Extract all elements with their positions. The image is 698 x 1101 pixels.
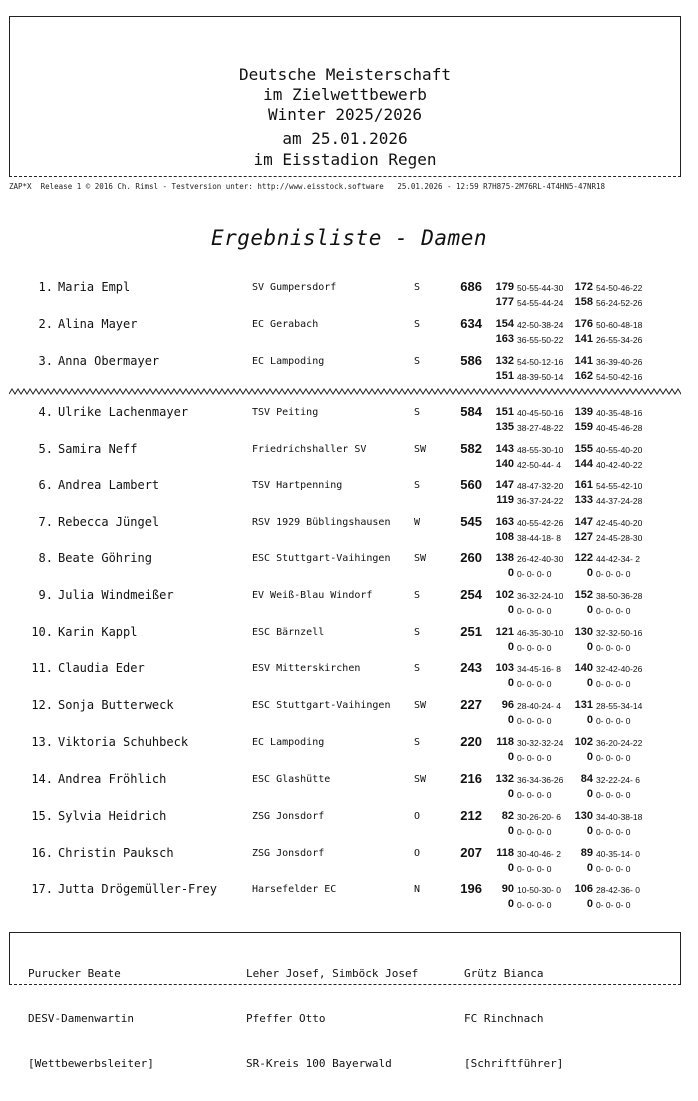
club-name: Harsefelder EC — [252, 884, 337, 895]
class-code: S — [414, 590, 421, 601]
game1-detail: 40-55-42-26 — [517, 518, 564, 528]
athlete-name: Beate Göhring — [58, 551, 152, 565]
club-name: TSV Hartpenning — [252, 480, 343, 491]
game3-detail: 38-27-48-22 — [517, 423, 564, 433]
result-row — [0, 281, 698, 317]
class-code: S — [414, 663, 421, 674]
athlete-name: Sylvia Heidrich — [58, 809, 167, 823]
game4-score: 127 — [574, 531, 593, 543]
athlete-name: Samira Neff — [58, 442, 138, 456]
game3-detail: 36-37-24-22 — [517, 496, 564, 506]
class-code: S — [414, 282, 421, 293]
rank-cell: 5. — [38, 442, 53, 456]
game1-score: 132 — [495, 355, 514, 367]
footer-col2-line: SR-Kreis 100 Bayerwald — [246, 1057, 392, 1070]
game2-score: 140 — [574, 662, 593, 674]
title-line-4: am 25.01.2026 — [282, 129, 408, 148]
total-score: 686 — [460, 279, 482, 294]
game1-detail: 10-50-30- 0 — [517, 885, 561, 895]
footer-col-1 — [28, 936, 154, 1101]
class-code: SW — [414, 774, 427, 785]
club-name: RSV 1929 Büblingshausen — [252, 517, 391, 528]
game4-score: 0 — [586, 677, 593, 689]
game1-score: 118 — [496, 847, 514, 859]
rank-cell: 6. — [38, 478, 53, 492]
rank-cell: 14. — [31, 772, 53, 786]
game2-detail: 32-32-50-16 — [596, 628, 643, 638]
game3-detail: 0- 0- 0- 0 — [517, 753, 552, 763]
game1-score: 151 — [495, 406, 514, 418]
class-code: SW — [414, 553, 427, 564]
game4-detail: 54-50-42-16 — [596, 372, 643, 382]
rank-cell: 11. — [31, 661, 53, 675]
club-name: Friedrichshaller SV — [252, 444, 367, 455]
game3-score: 135 — [495, 421, 514, 433]
club-name: ESC Stuttgart-Vaihingen — [252, 700, 391, 711]
total-score: 207 — [460, 845, 482, 860]
game1-detail: 48-47-32-20 — [517, 481, 564, 491]
game2-detail: 40-35-48-16 — [596, 408, 643, 418]
game4-score: 162 — [574, 370, 593, 382]
rank-cell: 1. — [38, 280, 53, 294]
game4-detail: 0- 0- 0- 0 — [596, 606, 631, 616]
athlete-name: Ulrike Lachenmayer — [58, 405, 189, 419]
game1-score: 179 — [495, 281, 514, 293]
game3-detail: 0- 0- 0- 0 — [517, 827, 552, 837]
game2-detail: 54-55-42-10 — [596, 481, 643, 491]
game4-detail: 40-45-46-28 — [596, 423, 643, 433]
total-score: 220 — [460, 734, 482, 749]
club-name: ESC Bärnzell — [252, 627, 325, 638]
game3-score: 0 — [507, 751, 514, 763]
game1-score: 118 — [496, 736, 514, 748]
rank-cell: 17. — [31, 882, 53, 896]
game4-detail: 0- 0- 0- 0 — [596, 716, 631, 726]
athlete-name: Viktoria Schuhbeck — [58, 735, 189, 749]
game3-score: 0 — [507, 641, 514, 653]
rank-cell: 8. — [38, 551, 53, 565]
rank-cell: 16. — [31, 846, 53, 860]
class-code: W — [414, 517, 421, 528]
club-name: SV Gumpersdorf — [252, 282, 337, 293]
game3-score: 0 — [507, 604, 514, 616]
result-row — [0, 699, 698, 735]
athlete-name: Julia Windmeißer — [58, 588, 174, 602]
game2-score: 147 — [574, 516, 593, 528]
footer-divider — [9, 984, 681, 985]
game3-score: 0 — [507, 898, 514, 910]
class-code: S — [414, 407, 421, 418]
game1-score: 143 — [495, 443, 514, 455]
club-name: TSV Peiting — [252, 407, 319, 418]
game1-score: 163 — [495, 516, 514, 528]
footer-box — [9, 932, 681, 1070]
game3-score: 163 — [495, 333, 514, 345]
total-score: 254 — [460, 587, 482, 602]
game4-score: 0 — [586, 751, 593, 763]
rank-cell: 10. — [31, 625, 53, 639]
game4-detail: 56-24-52-26 — [596, 298, 643, 308]
game2-detail: 54-50-46-22 — [596, 283, 643, 293]
footer-col-2 — [246, 936, 418, 1101]
game2-detail: 36-20-24-22 — [596, 738, 643, 748]
game4-detail: 0- 0- 0- 0 — [596, 569, 631, 579]
athlete-name: Maria Empl — [58, 280, 131, 294]
game1-score: 147 — [495, 479, 514, 491]
club-name: ZSG Jonsdorf — [252, 848, 325, 859]
club-name: EC Lampoding — [252, 737, 325, 748]
game1-score: 102 — [495, 589, 514, 601]
game4-score: 0 — [586, 898, 593, 910]
title-line-1: Deutsche Meisterschaft — [239, 65, 451, 84]
class-code: S — [414, 627, 421, 638]
game1-detail: 48-55-30-10 — [517, 445, 564, 455]
title-line-5: im Eisstadion Regen — [253, 150, 437, 169]
footer-col1-line: Purucker Beate — [28, 967, 121, 980]
result-row — [0, 626, 698, 662]
game3-detail: 0- 0- 0- 0 — [517, 679, 552, 689]
athlete-name: Sonja Butterweck — [58, 698, 174, 712]
club-name: ESC Glashütte — [252, 774, 331, 785]
rank-cell: 4. — [38, 405, 53, 419]
game2-detail: 42-45-40-20 — [596, 518, 643, 528]
class-code: O — [414, 848, 421, 859]
result-row — [0, 810, 698, 846]
game2-score: 89 — [580, 847, 593, 859]
total-score: 260 — [460, 550, 482, 565]
game4-score: 0 — [586, 567, 593, 579]
result-row — [0, 662, 698, 698]
result-row — [0, 318, 698, 354]
class-code: SW — [414, 444, 427, 455]
total-score: 212 — [460, 808, 482, 823]
athlete-name: Andrea Fröhlich — [58, 772, 167, 786]
game3-detail: 0- 0- 0- 0 — [517, 606, 552, 616]
total-score: 545 — [460, 514, 482, 529]
athlete-name: Karin Kappl — [58, 625, 138, 639]
class-code: S — [414, 480, 421, 491]
club-name: EC Gerabach — [252, 319, 319, 330]
total-score: 251 — [460, 624, 482, 639]
footer-col3-line: [Schriftführer] — [464, 1057, 564, 1070]
athlete-name: Rebecca Jüngel — [58, 515, 160, 529]
game3-score: 119 — [496, 494, 514, 506]
game4-score: 0 — [586, 788, 593, 800]
game4-score: 133 — [574, 494, 593, 506]
result-row — [0, 773, 698, 809]
game3-score: 0 — [507, 677, 514, 689]
athlete-name: Christin Pauksch — [58, 846, 174, 860]
athlete-name: Alina Mayer — [58, 317, 138, 331]
result-row — [0, 443, 698, 479]
game4-detail: 0- 0- 0- 0 — [596, 864, 631, 874]
game4-detail: 0- 0- 0- 0 — [596, 753, 631, 763]
game4-detail: 0- 0- 0- 0 — [596, 679, 631, 689]
game1-score: 90 — [501, 883, 514, 895]
athlete-name: Claudia Eder — [58, 661, 145, 675]
game2-detail: 38-50-36-28 — [596, 591, 643, 601]
class-code: N — [414, 884, 421, 895]
game2-score: 131 — [574, 699, 593, 711]
total-score: 196 — [460, 881, 482, 896]
club-name: ZSG Jonsdorf — [252, 811, 325, 822]
result-row — [0, 552, 698, 588]
game3-detail: 48-39-50-14 — [517, 372, 564, 382]
game3-score: 177 — [495, 296, 514, 308]
class-code: S — [414, 319, 421, 330]
game1-detail: 40-45-50-16 — [517, 408, 564, 418]
footer-col2-line: Leher Josef, Simböck Josef — [246, 967, 419, 980]
game1-score: 103 — [495, 662, 514, 674]
game2-detail: 36-39-40-26 — [596, 357, 643, 367]
game2-score: 176 — [574, 318, 593, 330]
header-box — [9, 16, 681, 177]
game2-score: 106 — [574, 883, 593, 895]
game1-detail: 42-50-38-24 — [517, 320, 564, 330]
game4-detail: 0- 0- 0- 0 — [596, 827, 631, 837]
footer-col1-line: DESV-Damenwartin — [28, 1012, 134, 1025]
game2-score: 122 — [574, 552, 593, 564]
game2-detail: 28-42-36- 0 — [596, 885, 640, 895]
game2-score: 130 — [574, 626, 593, 638]
game4-detail: 40-42-40-22 — [596, 460, 643, 470]
game3-detail: 0- 0- 0- 0 — [517, 643, 552, 653]
result-row — [0, 847, 698, 883]
game4-score: 144 — [574, 458, 593, 470]
footer-col3-line: FC Rinchnach — [464, 1012, 544, 1025]
game2-detail: 44-42-34- 2 — [596, 554, 640, 564]
game4-detail: 0- 0- 0- 0 — [596, 643, 631, 653]
game3-detail: 0- 0- 0- 0 — [517, 716, 552, 726]
result-row — [0, 736, 698, 772]
game4-score: 0 — [586, 604, 593, 616]
rank-cell: 9. — [38, 588, 53, 602]
game1-detail: 36-34-36-26 — [517, 775, 564, 785]
game3-detail: 0- 0- 0- 0 — [517, 569, 552, 579]
game3-score: 0 — [507, 825, 514, 837]
total-score: 582 — [460, 441, 482, 456]
game2-detail: 28-55-34-14 — [596, 701, 643, 711]
rank-cell: 13. — [31, 735, 53, 749]
game1-detail: 30-40-46- 2 — [517, 849, 561, 859]
result-row — [0, 355, 698, 391]
game1-detail: 28-40-24- 4 — [517, 701, 561, 711]
header-divider — [9, 176, 681, 177]
game1-detail: 26-42-40-30 — [517, 554, 564, 564]
total-score: 216 — [460, 771, 482, 786]
game2-score: 152 — [574, 589, 593, 601]
rank-cell: 15. — [31, 809, 53, 823]
game3-score: 0 — [507, 862, 514, 874]
rank-cell: 2. — [38, 317, 53, 331]
game3-detail: 54-55-44-24 — [517, 298, 564, 308]
class-code: SW — [414, 700, 427, 711]
game2-score: 84 — [580, 773, 593, 785]
game1-detail: 30-26-20- 6 — [517, 812, 561, 822]
game1-score: 82 — [501, 810, 514, 822]
class-code: S — [414, 356, 421, 367]
footer-col-3 — [464, 936, 563, 1101]
total-score: 243 — [460, 660, 482, 675]
game4-detail: 0- 0- 0- 0 — [596, 790, 631, 800]
footer-col1-line: [Wettbewerbsleiter] — [28, 1057, 154, 1070]
game1-detail: 36-32-24-10 — [517, 591, 564, 601]
game1-detail: 54-50-12-16 — [517, 357, 564, 367]
rank-cell: 7. — [38, 515, 53, 529]
result-row — [0, 883, 698, 919]
game4-detail: 26-55-34-26 — [596, 335, 643, 345]
game2-score: 102 — [574, 736, 593, 748]
game4-score: 159 — [574, 421, 593, 433]
podium-divider — [9, 388, 681, 396]
game4-score: 0 — [586, 714, 593, 726]
game4-score: 0 — [586, 641, 593, 653]
result-row — [0, 406, 698, 442]
game3-score: 0 — [507, 788, 514, 800]
game2-detail: 32-22-24- 6 — [596, 775, 640, 785]
game2-score: 130 — [574, 810, 593, 822]
list-title: Ergebnisliste - Damen — [210, 226, 487, 250]
rank-cell: 12. — [31, 698, 53, 712]
class-code: O — [414, 811, 421, 822]
game2-detail: 34-40-38-18 — [596, 812, 643, 822]
game4-detail: 44-37-24-28 — [596, 496, 643, 506]
club-name: ESC Stuttgart-Vaihingen — [252, 553, 391, 564]
game1-detail: 30-32-32-24 — [517, 738, 564, 748]
title-line-2: im Zielwettbewerb — [263, 85, 427, 104]
game1-score: 154 — [495, 318, 514, 330]
game1-score: 132 — [495, 773, 514, 785]
game3-score: 0 — [507, 567, 514, 579]
athlete-name: Andrea Lambert — [58, 478, 160, 492]
game2-detail: 40-35-14- 0 — [596, 849, 640, 859]
game3-detail: 0- 0- 0- 0 — [517, 790, 552, 800]
game3-detail: 42-50-44- 4 — [517, 460, 561, 470]
game4-score: 141 — [574, 333, 593, 345]
title-line-3: Winter 2025/2026 — [267, 105, 423, 124]
game2-detail: 40-55-40-20 — [596, 445, 643, 455]
game1-score: 121 — [495, 626, 514, 638]
game4-score: 0 — [586, 862, 593, 874]
result-row — [0, 589, 698, 625]
software-info: ZAP*X Release 1 © 2016 Ch. Rimsl - Testversion unter: http://www.eisstock.software 25.01.2026 - 12:59 R7H875-2M76RL-4T4HN5-47NR18 — [9, 182, 606, 191]
game2-score: 172 — [574, 281, 593, 293]
game2-score: 155 — [574, 443, 593, 455]
game4-score: 0 — [586, 825, 593, 837]
game3-score: 108 — [495, 531, 514, 543]
footer-col2-line: Pfeffer Otto — [246, 1012, 326, 1025]
club-name: EV Weiß-Blau Windorf — [252, 590, 373, 601]
game3-detail: 0- 0- 0- 0 — [517, 900, 552, 910]
game1-score: 96 — [501, 699, 514, 711]
game3-score: 0 — [507, 714, 514, 726]
game2-detail: 50-60-48-18 — [596, 320, 643, 330]
game3-score: 151 — [495, 370, 514, 382]
game3-detail: 36-55-50-22 — [517, 335, 564, 345]
total-score: 560 — [460, 477, 482, 492]
game1-score: 138 — [495, 552, 514, 564]
game2-score: 161 — [574, 479, 593, 491]
club-name: EC Lampoding — [252, 356, 325, 367]
game1-detail: 50-55-44-30 — [517, 283, 564, 293]
game3-detail: 0- 0- 0- 0 — [517, 864, 552, 874]
result-row — [0, 516, 698, 552]
total-score: 227 — [460, 697, 482, 712]
total-score: 634 — [460, 316, 482, 331]
game2-detail: 32-42-40-26 — [596, 664, 643, 674]
game4-detail: 0- 0- 0- 0 — [596, 900, 631, 910]
result-row — [0, 479, 698, 515]
footer-col3-line: Grütz Bianca — [464, 967, 544, 980]
game2-score: 141 — [574, 355, 593, 367]
total-score: 586 — [460, 353, 482, 368]
game4-score: 158 — [574, 296, 593, 308]
game1-detail: 46-35-30-10 — [517, 628, 564, 638]
athlete-name: Anna Obermayer — [58, 354, 160, 368]
game2-score: 139 — [574, 406, 593, 418]
club-name: ESV Mitterskirchen — [252, 663, 361, 674]
class-code: S — [414, 737, 421, 748]
game1-detail: 34-45-16- 8 — [517, 664, 561, 674]
total-score: 584 — [460, 404, 482, 419]
game3-score: 140 — [495, 458, 514, 470]
rank-cell: 3. — [38, 354, 53, 368]
game3-detail: 38-44-18- 8 — [517, 533, 561, 543]
game4-detail: 24-45-28-30 — [596, 533, 643, 543]
athlete-name: Jutta Drögemüller-Frey — [58, 882, 217, 896]
